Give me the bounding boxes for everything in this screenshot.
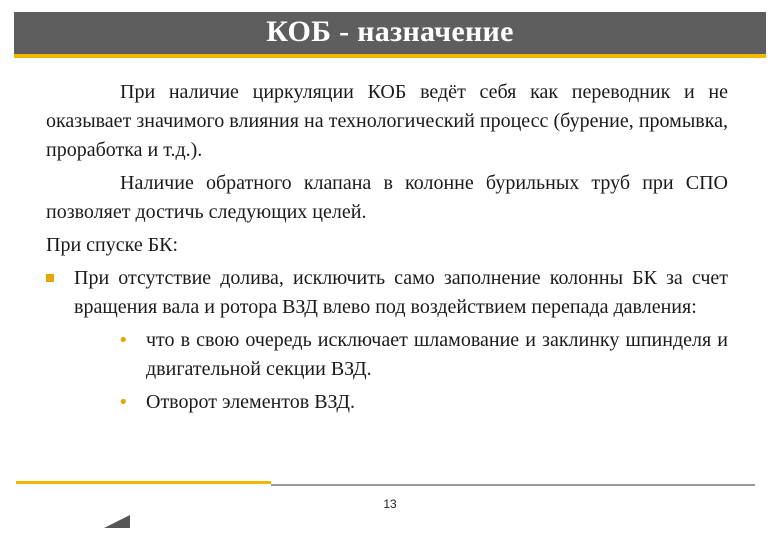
square-bullet-icon <box>46 274 54 282</box>
triangle-corner-icon <box>104 515 130 528</box>
slide-body <box>46 78 728 421</box>
title-bar <box>14 12 766 58</box>
sublist-item-sludge <box>46 326 728 384</box>
list-item-text: При отсутствие долива, исключить само заполнение колонны БК за счет вращения вала и ротора ВЗД влево под воздействием перепада давления: <box>74 267 728 318</box>
sublist-item-text: Отворот элементов ВЗД. <box>146 391 355 413</box>
sublist-item-unscrew <box>46 388 728 417</box>
sublist-item-text: что в свою очередь исключает шламование и заклинку шпинделя и двигательной секции ВЗД. <box>146 329 728 380</box>
slide-title: КОБ - назначение <box>266 15 514 48</box>
subheading-run-in: При спуске БК: <box>46 234 179 256</box>
dot-bullet-icon: • <box>118 330 129 351</box>
page-number: 13 <box>383 497 397 511</box>
paragraph-check-valve: Наличие обратного клапана в колонне бурильных труб при СПО позволяет достичь следующих целей. <box>46 172 728 223</box>
list-item-no-fill <box>46 264 728 322</box>
footer-accent-line <box>16 481 271 484</box>
dot-bullet-icon: • <box>118 392 129 413</box>
paragraph-circulation: При наличие циркуляции КОБ ведёт себя как переводник и не оказывает значимого влияния на технологический процесс (бурение, промывка, проработка и т.д.). <box>46 81 728 161</box>
footer-divider-line <box>271 484 755 486</box>
